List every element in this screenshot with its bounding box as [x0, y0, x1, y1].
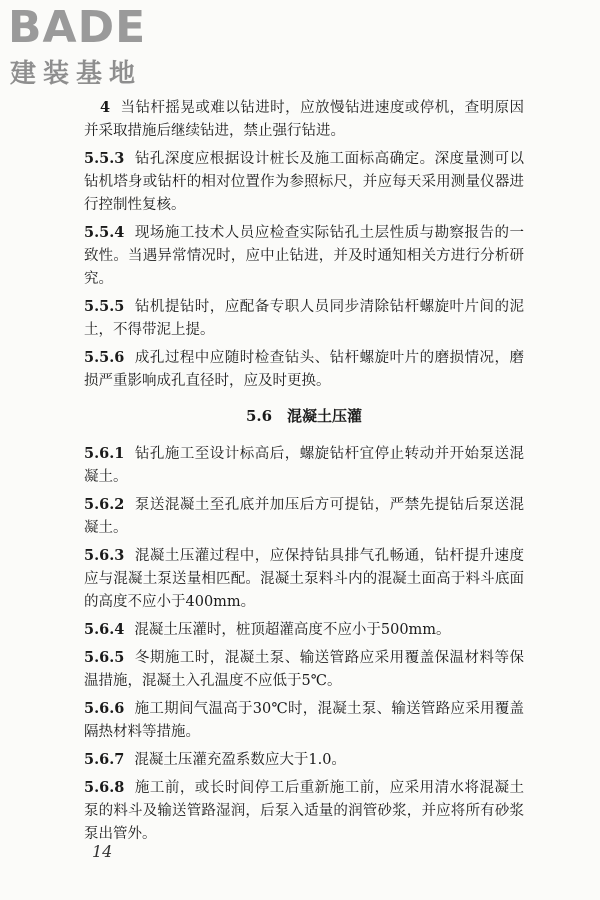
clause-text: 钻孔深度应根据设计桩长及施工面标高确定。深度量测可以钻机塔身或钻杆的相对位置作为参照标尺，并应每天采用测量仪器进行控制性复核。 [84, 151, 524, 213]
clause-paragraph [84, 544, 524, 614]
paragraph-group-5-6 [84, 442, 524, 846]
clause-number: 5.6.6 [84, 700, 125, 717]
clause-paragraph [84, 346, 524, 393]
clause-number: 5.5.3 [84, 150, 125, 167]
document-body [84, 96, 524, 850]
clause-paragraph [84, 618, 524, 642]
clause-number: 5.5.5 [84, 298, 125, 315]
clause-text: 钻机提钻时，应配备专职人员同步清除钻杆螺旋叶片间的泥土，不得带泥上提。 [84, 299, 524, 338]
bade-logo [8, 2, 178, 94]
clause-text: 混凝土压灌时，桩顶超灌高度不应小于500mm。 [134, 622, 451, 638]
clause-number: 5.6.1 [84, 445, 125, 462]
clause-text: 混凝土压灌过程中，应保持钻具排气孔畅通，钻杆提升速度应与混凝土泵送量相匹配。混凝土泵料斗内的混凝土面高于料斗底面的高度不应小于400mm。 [84, 548, 524, 610]
clause-number: 4 [100, 99, 111, 116]
clause-number: 5.6.5 [84, 649, 125, 666]
clause-text: 当钻杆摇晃或难以钻进时，应放慢钻进速度或停机，查明原因并采取措施后继续钻进，禁止强行钻进。 [84, 100, 524, 139]
clause-text: 混凝土压灌充盈系数应大于1.0。 [134, 752, 346, 768]
clause-number: 5.5.4 [84, 224, 125, 241]
clause-paragraph [84, 147, 524, 217]
page-number: 14 [92, 842, 113, 861]
clause-paragraph [84, 776, 524, 846]
clause-number: 5.6.7 [84, 751, 125, 768]
section-title: 5.6 混凝土压灌 [245, 407, 363, 425]
clause-text: 成孔过程中应随时检查钻头、钻杆螺旋叶片的磨损情况，磨损严重影响成孔直径时，应及时更换。 [84, 350, 524, 389]
clause-number: 5.6.8 [84, 779, 125, 796]
clause-paragraph [84, 295, 524, 342]
clause-paragraph [84, 442, 524, 489]
clause-paragraph [84, 646, 524, 693]
clause-text: 施工前，或长时间停工后重新施工前，应采用清水将混凝土泵的料斗及输送管路湿润，后泵入适量的润管砂浆，并应将所有砂浆泵出管外。 [84, 780, 524, 842]
clause-text: 施工期间气温高于30℃时，混凝土泵、输送管路应采用覆盖隔热材料等措施。 [84, 701, 524, 740]
clause-paragraph [84, 221, 524, 291]
logo-wordmark: BADE [8, 2, 147, 53]
clause-text: 泵送混凝土至孔底并加压后方可提钻，严禁先提钻后泵送混凝土。 [84, 497, 524, 536]
clause-number: 5.5.6 [84, 349, 125, 366]
clause-text: 钻孔施工至设计标高后，螺旋钻杆宜停止转动并开始泵送混凝土。 [84, 446, 524, 485]
clause-paragraph [84, 493, 524, 540]
clause-number: 5.6.2 [84, 496, 125, 513]
clause-paragraph [84, 96, 524, 143]
clause-text: 现场施工技术人员应检查实际钻孔土层性质与勘察报告的一致性。当遇异常情况时，应中止钻进，并及时通知相关方进行分析研究。 [84, 225, 524, 287]
clause-number: 5.6.3 [84, 547, 125, 564]
clause-text: 冬期施工时，混凝土泵、输送管路应采用覆盖保温材料等保温措施，混凝土入孔温度不应低于5℃。 [84, 650, 524, 689]
clause-paragraph [84, 697, 524, 744]
logo-subtitle: 建装基地 [10, 59, 143, 89]
clause-paragraph [84, 748, 524, 772]
paragraph-group-5-5 [84, 96, 524, 393]
clause-number: 5.6.4 [84, 621, 125, 638]
